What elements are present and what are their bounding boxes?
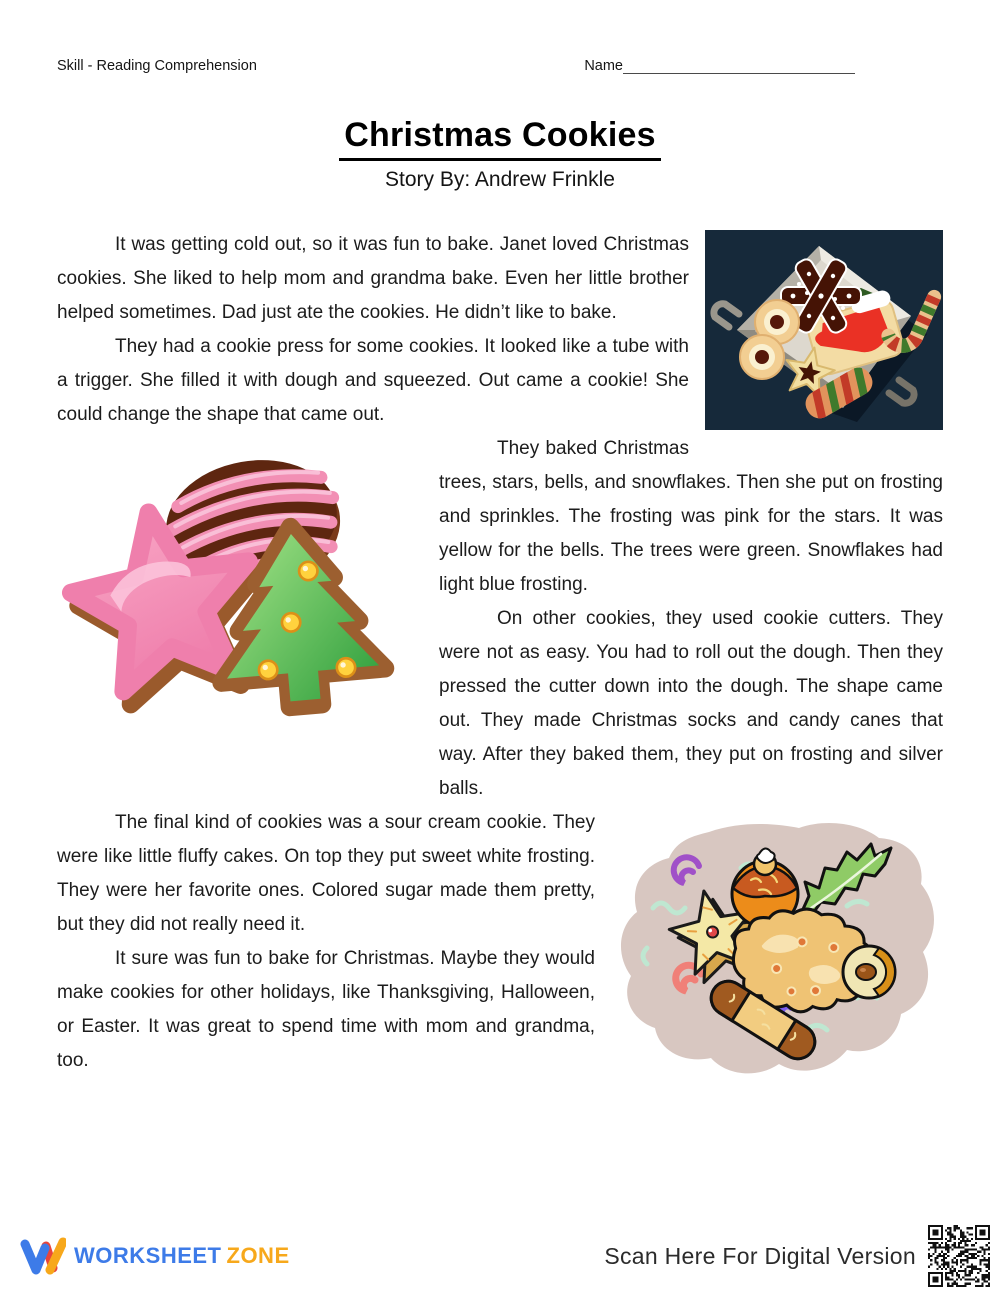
story-paragraph-1: It was getting cold out, so it was fun to bake. Janet loved Christmas cookies. She liked to help mom and grandma bake. Even her little brother helped sometimes. Dad just ate the cookies. He didn’t like to bake.: [57, 234, 689, 323]
story-paragraph-2: They had a cookie press for some cookies. It looked like a tube with a trigger. She filled it with dough and squeezed. Out came a cookie! She could change the shape that came out.: [57, 336, 689, 425]
assorted-cookies-icon: [613, 812, 943, 1088]
qr-code: [928, 1225, 990, 1287]
star-tree-cookies-image: [57, 436, 419, 766]
scan-text: Scan Here For Digital Version: [604, 1242, 916, 1269]
story-content: [57, 228, 943, 1078]
name-blank-line[interactable]: [623, 59, 855, 74]
assorted-cookies-image: [613, 812, 943, 1088]
logo-text: [74, 1243, 290, 1269]
story-paragraph-4: On other cookies, they used cookie cutters. They were not as easy. You had to roll out the dough. Then they pressed the cutter down into the dough. The shape came out. They made Christmas socks and candy canes that way. After they baked them, they put on frosting and silver balls.: [439, 608, 943, 799]
worksheet-zone-logo: [20, 1236, 290, 1276]
page-header: [57, 58, 943, 74]
name-label: Name: [584, 58, 623, 74]
star-tree-cookies-icon: [57, 436, 419, 766]
cookie-tray-image: [705, 230, 943, 430]
story-paragraph-6: It sure was fun to bake for Christmas. Maybe they would make cookies for other holidays, like Thanksgiving, Halloween, or Easter. It was great to spend time with mom and grandma, too.: [57, 948, 595, 1071]
page-title: Christmas Cookies: [339, 116, 660, 161]
logo-w-icon: [20, 1236, 66, 1276]
page-footer: [20, 1224, 990, 1288]
cookie-tray-icon: [705, 230, 943, 430]
story-paragraph-5: The final kind of cookies was a sour cream cookie. They were like little fluffy cakes. On top they put sweet white frosting. They were her favorite ones. Colored sugar made them pretty, but they did not really need it.: [57, 812, 595, 935]
name-field[interactable]: [584, 58, 855, 74]
logo-worksheet-text: WORKSHEET: [74, 1243, 222, 1268]
skill-label: Skill - Reading Comprehension: [57, 58, 257, 74]
scan-area: [604, 1225, 990, 1287]
title-block: [57, 116, 943, 161]
logo-zone-text: ZONE: [226, 1243, 290, 1268]
story-paragraph-3: They baked Christmas trees, stars, bells, and snowflakes. Then she put on frosting and sprinkles. The frosting was pink for the stars. It was yellow for the bells. The trees were green. Snowflakes had light blue frosting.: [439, 438, 943, 595]
byline: Story By: Andrew Frinkle: [385, 168, 615, 191]
